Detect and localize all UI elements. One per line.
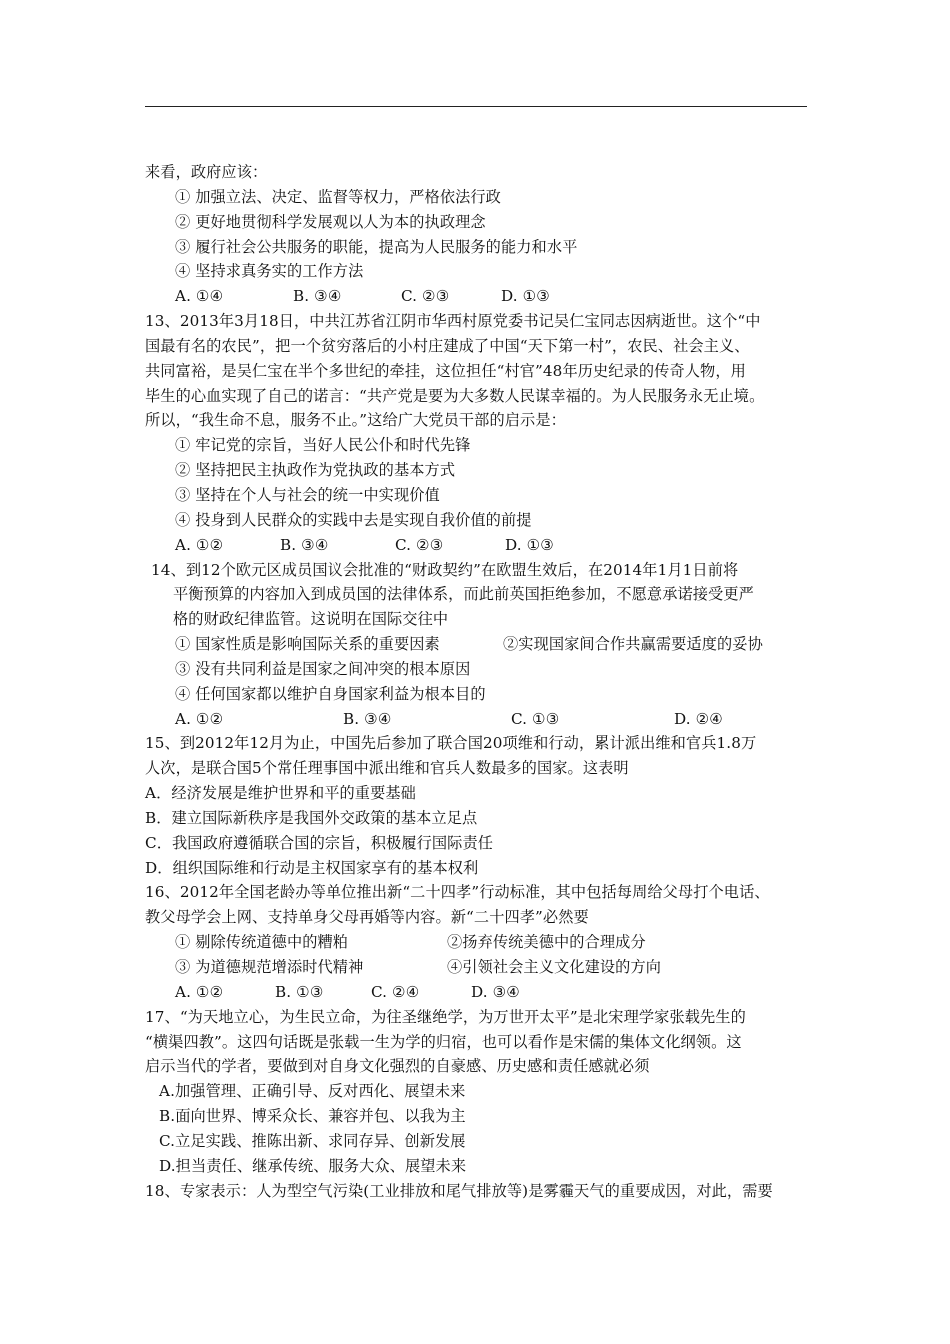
- q12-option-b: B. ③④: [293, 287, 342, 306]
- q13-item-4: ④ 投身到人民群众的实践中去是实现自我价值的前提: [175, 510, 532, 529]
- q14-options: [145, 707, 825, 732]
- q14-item-2: ②实现国家间合作共赢需要适度的妥协: [503, 635, 763, 654]
- document-body: [145, 160, 825, 1203]
- q14-item-1: ① 国家性质是影响国际关系的重要因素: [175, 635, 440, 654]
- q13-item-1: ① 牢记党的宗旨，当好人民公仆和时代先锋: [175, 436, 471, 455]
- q13-stem-line-1: 13、2013年3月18日，中共江苏省江阴市华西村原党委书记吴仁宝同志因病逝世。这个“中: [145, 312, 761, 331]
- q15-choice-c: C．我国政府遵循联合国的宗旨，积极履行国际责任: [145, 833, 494, 852]
- q13-option-d: D. ①③: [505, 535, 555, 554]
- q17-stem-line-1: 17、“为天地立心，为生民立命，为往圣继绝学，为万世开太平”是北宋理学家张载先生的: [145, 1007, 746, 1026]
- q12-item-4: ④ 坚持求真务实的工作方法: [175, 262, 364, 281]
- q17-choice-c: C.立足实践、推陈出新、求同存异、创新发展: [159, 1131, 466, 1150]
- q16-option-b: B. ①③: [275, 982, 324, 1001]
- q15-choice-b: B．建立国际新秩序是我国外交政策的基本立足点: [145, 808, 478, 827]
- q12-item-3: ③ 履行社会公共服务的职能，提高为人民服务的能力和水平: [175, 237, 578, 256]
- q12-continuation: 来看，政府应该：: [145, 163, 268, 181]
- q16-option-a: A. ①②: [175, 982, 224, 1001]
- q14-stem-line-3: 格的财政纪律监管。这说明在国际交往中: [173, 610, 449, 629]
- q17-choice-b: B.面向世界、博采众长、兼容并包、以我为主: [159, 1107, 466, 1126]
- q16-item-1: ① 剔除传统道德中的糟粕: [175, 933, 349, 952]
- q13-stem-line-3: 共同富裕，是吴仁宝在半个多世纪的牵挂，这位担任“村官”48年历史纪录的传奇人物，用: [145, 361, 746, 380]
- q14-stem-line-2: 平衡预算的内容加入到成员国的法律体系，而此前英国拒绝参加，不愿意承诺接受更严: [173, 585, 754, 604]
- q13-stem-line-4: 毕生的心血实现了自己的诺言：“共产党是要为大多数人民谋幸福的。为人民服务永无止境。: [145, 386, 765, 405]
- q14-item-4: ④ 任何国家都以维护自身国家利益为根本目的: [175, 684, 486, 703]
- q12-options: [145, 284, 825, 309]
- q16-item-row-1: [145, 930, 825, 955]
- q17-choice-d: D.担当责任、继承传统、服务大众、展望未来: [159, 1156, 467, 1175]
- q16-stem-line-2: 教父母学会上网、支持单身父母再婚等内容。新“二十四孝”必然要: [145, 908, 589, 927]
- q14-option-b: B. ③④: [343, 709, 392, 728]
- q16-item-row-2: [145, 955, 825, 980]
- q16-item-2: ②扬弃传统美德中的合理成分: [447, 933, 646, 952]
- q13-option-b: B. ③④: [280, 535, 329, 554]
- q13-stem-line-2: 国最有名的农民”，把一个贫穷落后的小村庄建成了中国“天下第一村”，农民、社会主义、: [145, 336, 750, 355]
- q16-options: [145, 980, 825, 1005]
- q13-item-3: ③ 坚持在个人与社会的统一中实现价值: [175, 485, 440, 504]
- q17-stem-line-2: “横渠四教”。这四句话既是张载一生为学的归宿，也可以看作是宋儒的集体文化纲领。这: [145, 1032, 742, 1051]
- q16-item-4: ④引领社会主义文化建设的方向: [447, 958, 662, 976]
- q14-stem-line-1: 14、到12个欧元区成员国议会批准的“财政契约”在欧盟生效后，在2014年1月1日前将: [151, 560, 739, 579]
- q13-option-c: C. ②③: [395, 535, 444, 554]
- q15-choice-a: A．经济发展是维护世界和平的重要基础: [145, 784, 416, 803]
- q13-item-2: ② 坚持把民主执政作为党执政的基本方式: [175, 461, 456, 480]
- q13-options: [145, 533, 825, 558]
- q18-stem-line-1: 18、专家表示：人为型空气污染(工业排放和尾气排放等)是雾霾天气的重要成因，对此，需要: [145, 1181, 773, 1200]
- q12-option-a: A. ①④: [175, 287, 224, 306]
- q16-option-c: C. ②④: [371, 982, 420, 1001]
- q17-choice-a: A.加强管理、正确引导、反对西化、展望未来: [159, 1082, 466, 1101]
- q14-item-3: ③ 没有共同利益是国家之间冲突的根本原因: [175, 659, 471, 678]
- q17-stem-line-3: 启示当代的学者，要做到对自身文化强烈的自豪感、历史感和责任感就必须: [145, 1057, 650, 1076]
- q12-option-c: C. ②③: [401, 287, 450, 306]
- q12-item-1: ① 加强立法、决定、监督等权力，严格依法行政: [175, 187, 501, 206]
- q13-stem-line-5: 所以，“我生命不息，服务不止。”这给广大党员干部的启示是：: [145, 411, 566, 430]
- header-rule: [145, 106, 807, 107]
- q12-option-d: D. ①③: [501, 287, 551, 306]
- q14-option-d: D. ②④: [674, 709, 724, 728]
- q16-stem-line-1: 16、2012年全国老龄办等单位推出新“二十四孝”行动标准，其中包括每周给父母打个电话、: [145, 883, 770, 902]
- q15-choice-d: D．组织国际维和行动是主权国家享有的基本权利: [145, 858, 479, 877]
- q13-option-a: A. ①②: [175, 535, 224, 554]
- q12-item-2: ② 更好地贯彻科学发展观以人为本的执政理念: [175, 212, 486, 231]
- q14-option-a: A. ①②: [175, 709, 224, 728]
- q16-option-d: D. ③④: [471, 982, 521, 1001]
- q16-item-3: ③ 为道德规范增添时代精神: [175, 958, 364, 976]
- q14-option-c: C. ①③: [511, 709, 560, 728]
- q15-stem-line-1: 15、到2012年12月为止，中国先后参加了联合国20项维和行动，累计派出维和官兵1.8万: [145, 734, 757, 753]
- q15-stem-line-2: 人次，是联合国5个常任理事国中派出维和官兵人数最多的国家。这表明: [145, 759, 629, 778]
- q14-item-row-1: [145, 632, 825, 657]
